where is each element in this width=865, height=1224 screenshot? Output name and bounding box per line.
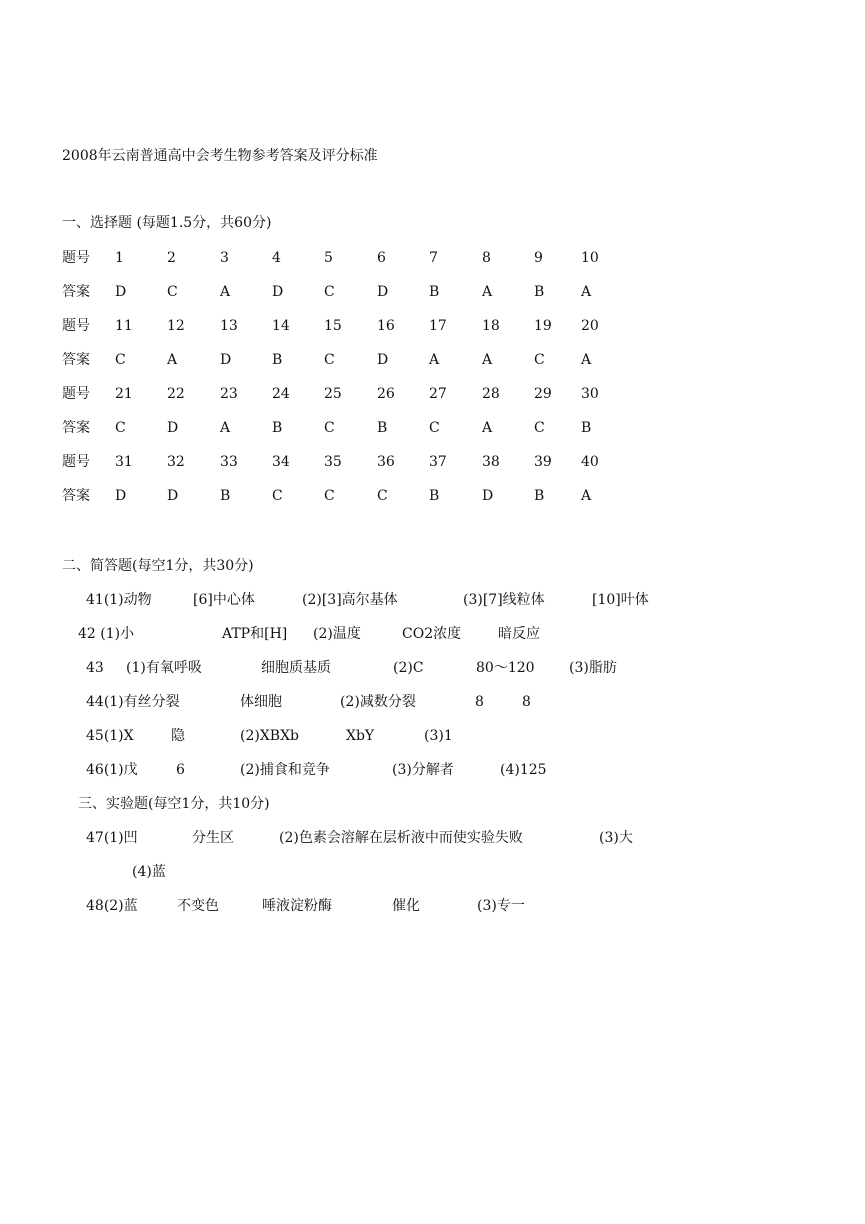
answer-item: CO2浓度 — [402, 626, 462, 642]
question-number: 31 — [115, 454, 133, 470]
question-number: 4 — [272, 250, 281, 266]
answer-item: 41(1)动物 — [86, 592, 152, 608]
answer-item: (3)脂肪 — [569, 660, 617, 676]
question-number-label: 题号 — [62, 250, 90, 266]
question-number: 13 — [220, 318, 238, 334]
question-number: 16 — [377, 318, 395, 334]
answer-letter: C — [534, 352, 545, 368]
answer-letter: B — [534, 284, 545, 300]
answer-label: 答案 — [62, 420, 90, 436]
answer-item: 42 (1)小 — [78, 626, 135, 642]
answer-item: XbY — [346, 728, 375, 744]
question-number: 6 — [377, 250, 386, 266]
answer-letter: B — [429, 488, 440, 504]
answer-letter: C — [324, 420, 335, 436]
answer-item: 80～120 — [476, 660, 535, 676]
answer-letter: D — [377, 352, 389, 368]
answer-letter: C — [167, 284, 178, 300]
answer-item: (2)[3]高尔基体 — [302, 592, 398, 608]
question-number: 36 — [377, 454, 395, 470]
answer-letter: A — [482, 284, 493, 300]
question-number-label: 题号 — [62, 386, 90, 402]
answer-item: [10]叶体 — [592, 592, 649, 608]
answer-item: ATP和[H] — [222, 626, 288, 642]
question-number: 33 — [220, 454, 238, 470]
answer-item: 43 — [86, 660, 104, 676]
question-number: 15 — [324, 318, 342, 334]
answer-item: (2)XBXb — [240, 728, 300, 744]
answer-letter: D — [167, 420, 179, 436]
answer-item: 唾液淀粉酶 — [262, 898, 332, 914]
question-number: 39 — [534, 454, 552, 470]
answer-item: (1)有氧呼吸 — [126, 660, 202, 676]
answer-item: (3)[7]线粒体 — [463, 592, 545, 608]
answer-item: (2)色素会溶解在层析液中而使实验失败 — [279, 830, 523, 846]
answer-letter: C — [429, 420, 440, 436]
answer-item: 催化 — [392, 898, 420, 914]
question-number: 18 — [482, 318, 500, 334]
document-title: 2008年云南普通高中会考生物参考答案及评分标准 — [62, 148, 378, 164]
answer-letter: C — [324, 284, 335, 300]
answer-letter: A — [220, 420, 231, 436]
answer-letter: D — [272, 284, 284, 300]
question-number: 22 — [167, 386, 185, 402]
answer-item: (2)捕食和竞争 — [240, 762, 330, 778]
answer-letter: D — [115, 488, 127, 504]
answer-item: 体细胞 — [240, 694, 282, 710]
answer-item: 8 — [522, 694, 531, 710]
question-number: 3 — [220, 250, 229, 266]
answer-letter: D — [377, 284, 389, 300]
answer-item: 6 — [176, 762, 185, 778]
question-number: 32 — [167, 454, 185, 470]
question-number: 27 — [429, 386, 447, 402]
answer-letter: C — [115, 420, 126, 436]
question-number: 24 — [272, 386, 290, 402]
answer-item: (2)温度 — [313, 626, 361, 642]
question-number: 37 — [429, 454, 447, 470]
answer-letter: B — [429, 284, 440, 300]
question-number: 20 — [581, 318, 599, 334]
question-number: 10 — [581, 250, 599, 266]
answer-letter: B — [581, 420, 592, 436]
answer-letter: D — [167, 488, 179, 504]
question-number-label: 题号 — [62, 454, 90, 470]
answer-letter: C — [324, 352, 335, 368]
question-number: 25 — [324, 386, 342, 402]
answer-item: 分生区 — [192, 830, 234, 846]
answer-item: 48(2)蓝 — [86, 898, 138, 914]
answer-item: (2)减数分裂 — [340, 694, 416, 710]
answer-letter: A — [581, 284, 592, 300]
answer-letter: B — [220, 488, 231, 504]
answer-item: 47(1)凹 — [86, 830, 138, 846]
question-number: 28 — [482, 386, 500, 402]
question-number: 23 — [220, 386, 238, 402]
answer-item: 隐 — [171, 728, 185, 744]
answer-label: 答案 — [62, 352, 90, 368]
answer-item: 8 — [475, 694, 484, 710]
question-number: 38 — [482, 454, 500, 470]
answer-item: 44(1)有丝分裂 — [86, 694, 180, 710]
answer-letter: D — [482, 488, 494, 504]
answer-letter: A — [581, 488, 592, 504]
question-number: 8 — [482, 250, 491, 266]
answer-item: 不变色 — [177, 898, 219, 914]
question-number: 2 — [167, 250, 176, 266]
answer-item: [6]中心体 — [193, 592, 255, 608]
question-number: 12 — [167, 318, 185, 334]
answer-letter: C — [534, 420, 545, 436]
question-number: 1 — [115, 250, 124, 266]
answer-letter: B — [534, 488, 545, 504]
answer-item: 暗反应 — [498, 626, 540, 642]
answer-letter: C — [115, 352, 126, 368]
answer-item: (3)1 — [424, 728, 453, 744]
answer-item: (3)专一 — [477, 898, 525, 914]
question-number: 17 — [429, 318, 447, 334]
section1-heading: 一、选择题 (每题1.5分，共60分) — [62, 215, 272, 231]
question-number: 35 — [324, 454, 342, 470]
answer-letter: A — [581, 352, 592, 368]
question-number: 30 — [581, 386, 599, 402]
answer-letter: C — [324, 488, 335, 504]
answer-letter: D — [220, 352, 232, 368]
answer-label: 答案 — [62, 488, 90, 504]
answer-letter: A — [482, 352, 493, 368]
answer-item: (4)蓝 — [132, 864, 166, 880]
answer-label: 答案 — [62, 284, 90, 300]
question-number: 5 — [324, 250, 333, 266]
answer-item: (3)分解者 — [392, 762, 454, 778]
section3-heading: 三、实验题(每空1分，共10分) — [78, 796, 270, 812]
question-number: 9 — [534, 250, 543, 266]
answer-item: (4)125 — [500, 762, 547, 778]
answer-letter: C — [272, 488, 283, 504]
question-number: 40 — [581, 454, 599, 470]
answer-letter: A — [429, 352, 440, 368]
answer-letter: D — [115, 284, 127, 300]
question-number: 11 — [115, 318, 133, 334]
answer-letter: A — [220, 284, 231, 300]
answer-item: 46(1)戊 — [86, 762, 138, 778]
question-number: 14 — [272, 318, 290, 334]
answer-letter: B — [272, 420, 283, 436]
answer-letter: B — [377, 420, 388, 436]
question-number-label: 题号 — [62, 318, 90, 334]
answer-letter: A — [167, 352, 178, 368]
question-number: 34 — [272, 454, 290, 470]
answer-item: (2)C — [393, 660, 424, 676]
question-number: 21 — [115, 386, 133, 402]
answer-letter: B — [272, 352, 283, 368]
answer-letter: C — [377, 488, 388, 504]
question-number: 29 — [534, 386, 552, 402]
section2-heading: 二、简答题(每空1分，共30分) — [62, 558, 254, 574]
answer-item: 45(1)X — [86, 728, 134, 744]
question-number: 19 — [534, 318, 552, 334]
question-number: 26 — [377, 386, 395, 402]
question-number: 7 — [429, 250, 438, 266]
answer-item: (3)大 — [599, 830, 633, 846]
answer-item: 细胞质基质 — [261, 660, 331, 676]
answer-letter: A — [482, 420, 493, 436]
